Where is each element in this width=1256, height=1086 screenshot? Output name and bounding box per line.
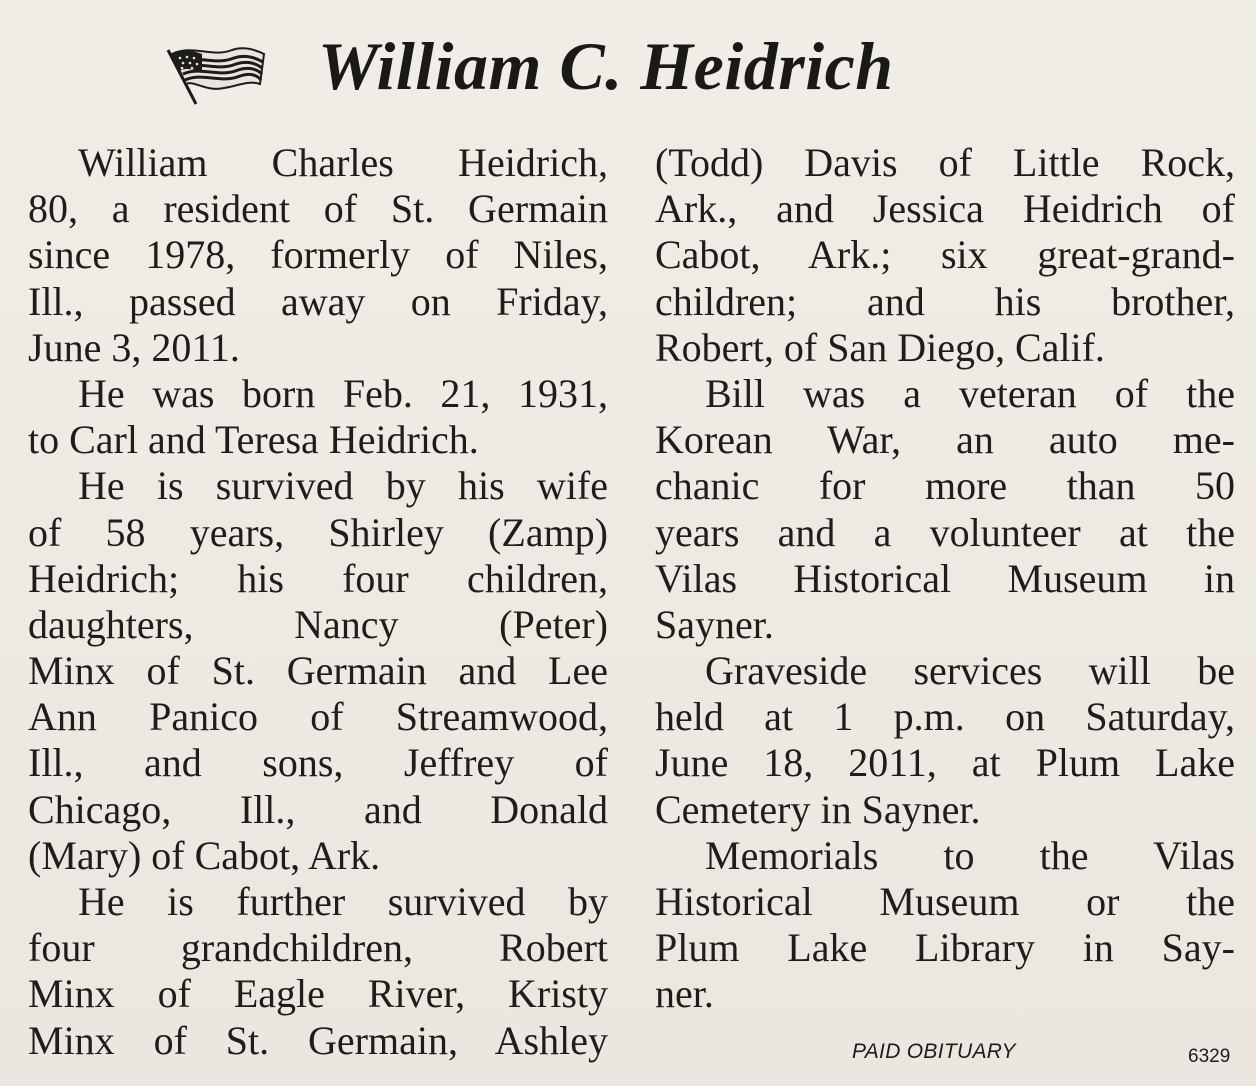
text-line: Minx of St. Germain and Lee [28, 648, 608, 694]
text-line: Heidrich; his four children, [28, 555, 608, 601]
text-line: Cemetery in Sayner. [655, 786, 981, 832]
text-line: Korean War, an auto me- [655, 417, 1235, 463]
text-line: Chicago, Ill., and Donald [28, 786, 608, 832]
text-line: chanic for more than 50 [655, 463, 1235, 509]
text-line: Graveside services will be [705, 648, 1235, 694]
text-line: June 3, 2011. [28, 324, 240, 370]
text-line: of 58 years, Shirley (Zamp) [28, 509, 608, 555]
text-line: Ill., passed away on Friday, [28, 278, 608, 324]
text-line: Plum Lake Library in Say- [655, 925, 1235, 971]
text-line: Ark., and Jessica Heidrich of [655, 186, 1235, 232]
text-line: children; and his brother, [655, 278, 1235, 324]
text-line: Minx of Eagle River, Kristy [28, 971, 608, 1017]
ad-number: 6329 [1188, 1046, 1231, 1067]
text-line: He was born Feb. 21, 1931, [78, 370, 608, 416]
obituary-title: William C. Heidrich [318, 28, 894, 104]
text-line: to Carl and Teresa Heidrich. [28, 417, 479, 463]
text-line: Historical Museum or the [655, 879, 1235, 924]
american-flag-icon [162, 40, 266, 106]
text-line: years and a volunteer at the [655, 509, 1235, 555]
text-line: since 1978, formerly of Niles, [28, 232, 608, 278]
text-line: June 18, 2011, at Plum Lake [655, 740, 1235, 786]
paid-obituary-label: PAID OBITUARY [852, 1040, 1016, 1063]
text-line: He is survived by his wife [78, 463, 608, 509]
text-line: Memorials to the Vilas [705, 832, 1235, 878]
text-line: Ann Panico of Streamwood, [28, 694, 608, 740]
text-line: held at 1 p.m. on Saturday, [655, 694, 1235, 740]
text-line: William Charles Heidrich, [78, 140, 608, 185]
right-text-column [655, 140, 1235, 1018]
text-line: Sayner. [655, 601, 774, 647]
text-line: Minx of St. Germain, Ashley [28, 1017, 608, 1063]
left-text-column [28, 140, 608, 1064]
text-line: He is further survived by [78, 879, 608, 924]
text-line: daughters, Nancy (Peter) [28, 601, 608, 647]
text-line: (Mary) of Cabot, Ark. [28, 832, 381, 878]
text-line: four grandchildren, Robert [28, 925, 608, 971]
text-line: (Todd) Davis of Little Rock, [655, 140, 1235, 185]
text-line: ner. [655, 971, 714, 1017]
text-line: Vilas Historical Museum in [655, 555, 1235, 601]
text-line: Ill., and sons, Jeffrey of [28, 740, 608, 786]
text-line: Cabot, Ark.; six great-grand- [655, 232, 1235, 278]
text-line: Bill was a veteran of the [705, 370, 1235, 416]
text-line: Robert, of San Diego, Calif. [655, 324, 1105, 370]
text-line: 80, a resident of St. Germain [28, 186, 608, 232]
